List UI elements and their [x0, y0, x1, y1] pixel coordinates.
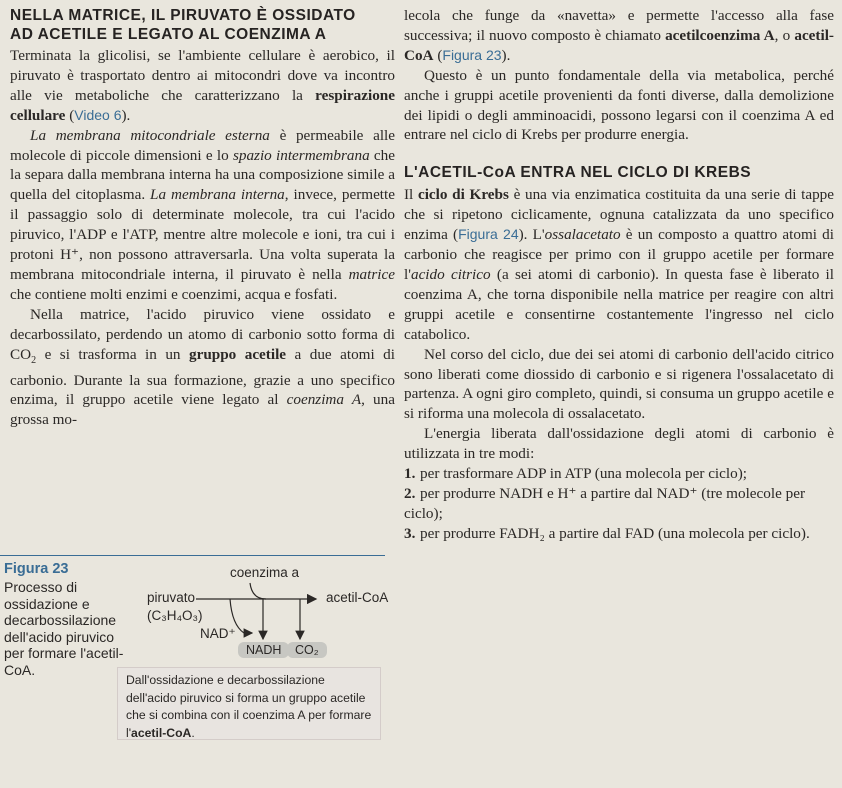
- list-text: per produrre NADH e H⁺ a partire dal NAD⁺ (tre molecole per ciclo);: [404, 484, 806, 522]
- subscript: 2: [31, 354, 37, 366]
- paragraph-acetil-coa: [404, 6, 834, 66]
- paragraph-corso-ciclo: Nel corso del ciclo, due dei sei atomi di carbonio dell'acido citrico sono liberati come diossido di carbonio e si rigenera l'ossalacetato di partenza. A ogni giro completo, quindi, si consuma un gruppo acetile e si riforma una molecola di ossalacetato.: [404, 345, 834, 423]
- term-matrice: matrice: [348, 265, 395, 283]
- paragraph-ciclo-krebs: [404, 185, 834, 344]
- list-item: [404, 484, 834, 524]
- term-acetil-coa: acetil-CoA: [404, 26, 834, 64]
- term-gruppo-acetile: gruppo acetile: [188, 345, 287, 363]
- text: (a sei atomi di carbonio). In questa fase è liberato il coenzima A, che torna disponibile nella matrice per reagire con altri gruppi acetile e consentirne costantemente l'ingresso nel ciclo catabolico.: [404, 265, 834, 343]
- paragraph-glicolisi: [10, 46, 395, 126]
- figure-24-link[interactable]: Figura 24: [458, 226, 519, 243]
- text: e si trasforma in un: [36, 345, 189, 363]
- enzyme-label: coenzima a: [230, 565, 300, 580]
- term-membrana-interna: La membrana interna: [150, 186, 285, 204]
- coenzyme-input-arrow: [250, 583, 266, 599]
- energy-uses-list: [404, 464, 834, 544]
- list-number: 2.: [404, 484, 416, 502]
- list-number: 3.: [404, 524, 416, 542]
- text: che la separa dalla membrana interna ha una composizione simile a quella del citoplasma.: [10, 146, 396, 204]
- paragraph-energia: L'energia liberata dall'ossidazione degli atomi di carbonio è utilizzata in tre modi:: [404, 425, 834, 463]
- right-column: [404, 6, 834, 544]
- text: è un composto a quattro atomi di carbonio che reagisce per primo con il gruppo acetile per formare l': [404, 226, 834, 283]
- text: ). L': [518, 226, 545, 244]
- heading-line-1: NELLA MATRICE, IL PIRUVATO È OSSIDATO: [10, 7, 356, 24]
- figure-title: Figura 23: [4, 561, 69, 577]
- text: ).: [501, 46, 511, 64]
- figure-explanation-box: [117, 667, 381, 740]
- box-end: .: [191, 725, 195, 740]
- term-ossalacetato: ossalacetato: [544, 226, 621, 244]
- text: (: [433, 46, 443, 64]
- term-respirazione: respirazione cellulare: [10, 86, 395, 124]
- list-item: [404, 464, 834, 484]
- text: è una via enzimatica costituita da una serie di tappe che si ripetono ciclicamente, ognuna catalizzata da uno specifico enzima (: [404, 186, 834, 244]
- figure-23-link[interactable]: Figura 23: [442, 46, 502, 63]
- term-acetilcoenzima: acetilcoenzima A: [665, 26, 775, 44]
- box-text: Dall'ossidazione e decarbossilazione dell'acido piruvico si forma un gruppo acetile che si combina con il coenzima A per formare l': [126, 673, 372, 740]
- paragraph-membrane: [10, 126, 395, 305]
- nadh-badge: NADH: [238, 642, 289, 658]
- left-column: [10, 6, 395, 430]
- paragraph-matrice: [10, 305, 395, 430]
- text: , o: [774, 26, 795, 44]
- paragraph-punto-fondamentale: Questo è un punto fondamentale della via metabolica, perché anche i gruppi acetile provenienti da fonti diverse, dalla demolizione dei lipidi o degli amminoacidi, possono legarsi con il coenzima A ed entrare nel ciclo di Krebs per produrre energia.: [404, 66, 834, 144]
- list-text: per trasformare ADP in ATP (una molecola per ciclo);: [420, 465, 747, 483]
- text: (: [65, 106, 75, 124]
- term-coenzima-a: coenzima A: [286, 391, 362, 409]
- product-label: acetil-CoA: [326, 590, 389, 605]
- term-ciclo-krebs: ciclo di Krebs: [417, 186, 509, 204]
- section-heading-piruvato: [10, 6, 395, 44]
- nad-label: NAD⁺: [200, 626, 236, 641]
- video-6-link[interactable]: Video 6: [74, 106, 122, 123]
- box-term: acetil-CoA: [131, 725, 192, 740]
- substrate-label: piruvato: [147, 590, 196, 605]
- term-membrana-esterna: La membrana mitocondriale esterna: [30, 126, 270, 144]
- term-acido-citrico: acido citrico: [410, 265, 491, 283]
- text: Nella matrice, l'acido piruvico viene ossidato e decarbossilato, perdendo un atomo di carbonio sotto forma di CO: [10, 305, 395, 363]
- formula-label: (C₃H₄O₃): [147, 608, 203, 623]
- text: che contiene molti enzimi e coenzimi, acqua e fosfati.: [10, 285, 338, 303]
- text: , invece, permette il passaggio solo di determinate molecole, tra cui l'acido piruvico, l'ADP e l'ATP, mentre altre molecole e ioni, tra cui i protoni H⁺, non possono attraversarla. Una volta superata la membrana mitocondriale interna, il piruvato è nella: [10, 186, 395, 283]
- text: lecola che funge da «navetta» e permette l'accesso alla fase successiva; il nuovo composto è chiamato: [404, 7, 834, 44]
- list-text: per produrre FADH₂ a partire dal FAD (una molecola per ciclo).: [420, 524, 810, 542]
- text: a due atomi di carbonio. Durante la sua formazione, grazie a uno specifico enzima, il gruppo acetile viene legato al: [10, 345, 395, 409]
- section-heading-krebs: L'ACETIL-CoA ENTRA NEL CICLO DI KREBS: [404, 164, 752, 182]
- text: Il: [404, 186, 418, 204]
- figure-23: [0, 555, 395, 788]
- text: è permeabile alle molecole di piccole dimensioni e lo: [10, 126, 396, 164]
- figure-caption: Processo di ossidazione e decarbossilazione dell'acido piruvico per formare l'acetil-CoA.: [4, 579, 124, 678]
- text: , una grossa mo-: [10, 391, 395, 429]
- text: ).: [121, 106, 131, 124]
- list-number: 1.: [404, 465, 416, 483]
- text: Terminata la glicolisi, se l'ambiente cellulare è aerobico, il piruvato è trasportato dentro ai mitocondri dove va incontro alle vie metaboliche che caratterizzano la: [10, 47, 395, 104]
- list-item: [404, 524, 834, 544]
- heading-line-2: AD ACETILE E LEGATO AL COENZIMA A: [10, 26, 327, 43]
- co2-badge: CO₂: [287, 642, 327, 658]
- term-spazio-intermembrana: spazio intermembrana: [232, 146, 370, 164]
